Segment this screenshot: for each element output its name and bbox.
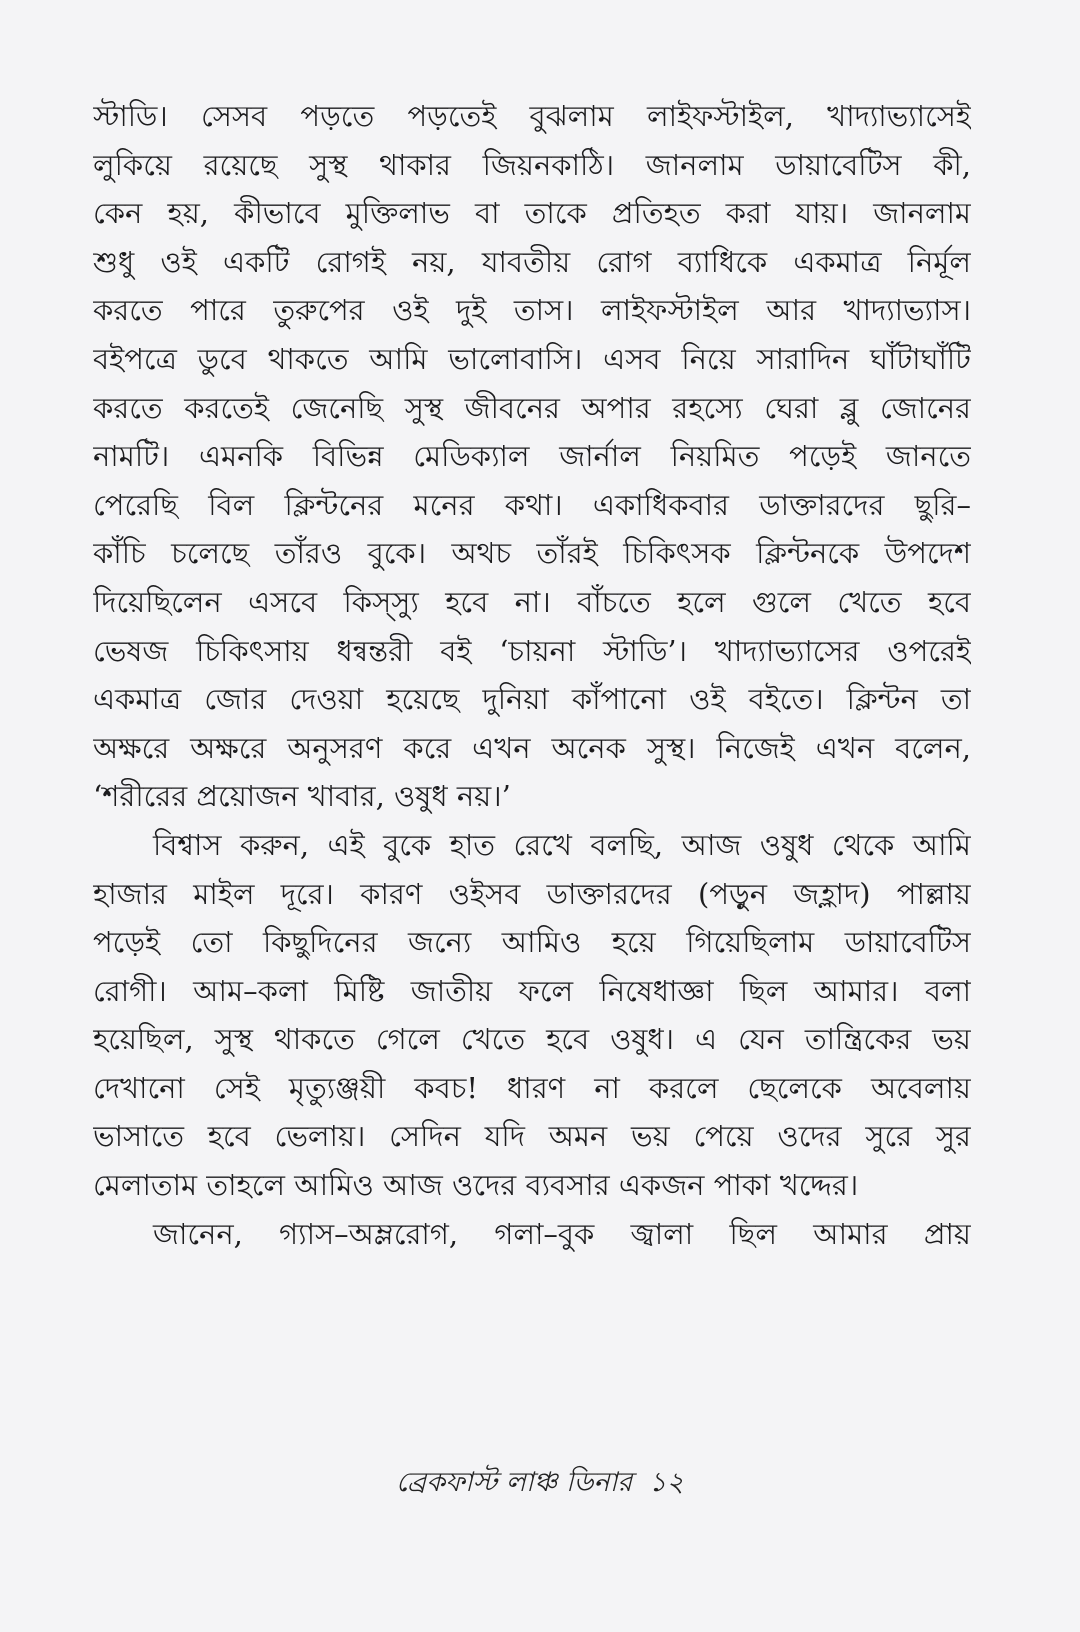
text-line: দিয়েছিলেন এসবে কিস্স্যু হবে না। বাঁচতে হলে গুলে খেতে হবে [93, 584, 971, 619]
text-line: মেলাতাম তাহলে আমিও আজ ওদের ব্যবসার একজন পাকা খদ্দের। [93, 1168, 859, 1203]
text-line: বইপত্রে ডুবে থাকতে আমি ভালোবাসি। এসব নিয়ে সারাদিন ঘাঁটাঘাঁটি [93, 341, 971, 376]
text-line: রোগী। আম–কলা মিষ্টি জাতীয় ফলে নিষেধাজ্ঞা ছিল আমার। বলা [93, 973, 971, 1008]
text-line: পেরেছি বিল ক্লিন্টনের মনের কথা। একাধিকবার ডাক্তারদের ছুরি– [93, 487, 971, 522]
text-line: কেন হয়, কীভাবে মুক্তিলাভ বা তাকে প্রতিহত করা যায়। জানলাম [93, 196, 971, 231]
paragraph [93, 92, 971, 821]
text-line: ভেষজ চিকিৎসায় ধন্বন্তরী বই ‘চায়না স্টাডি’। খাদ্যাভ্যাসের ওপরেই [93, 633, 971, 668]
text-line: একমাত্র জোর দেওয়া হয়েছে দুনিয়া কাঁপানো ওই বইতে। ক্লিন্টন তা [93, 682, 971, 717]
text-line: হাজার মাইল দূরে। কারণ ওইসব ডাক্তারদের (পড়ুন জহ্লাদ) পাল্লায় [93, 876, 971, 911]
text-line: দেখানো সেই মৃত্যুঞ্জয়ী কবচ! ধারণ না করলে ছেলেকে অবেলায় [93, 1070, 971, 1105]
paragraph [93, 821, 971, 1210]
text-line: স্টাডি। সেসব পড়তে পড়তেই বুঝলাম লাইফস্টাইল, খাদ্যাভ্যাসেই [93, 99, 971, 133]
text-line: ভাসাতে হবে ভেলায়। সেদিন যদি অমন ভয় পেয়ে ওদের সুরে সুর [93, 1119, 971, 1154]
text-line: বিশ্বাস করুন, এই বুকে হাত রেখে বলছি, আজ ওষুধ থেকে আমি [153, 827, 971, 862]
text-line: লুকিয়ে রয়েছে সুস্থ থাকার জিয়নকাঠি। জানলাম ডায়াবেটিস কী, [93, 147, 971, 182]
text-line: হয়েছিল, সুস্থ থাকতে গেলে খেতে হবে ওষুধ। এ যেন তান্ত্রিকের ভয় [93, 1022, 971, 1057]
text-line: জানেন, গ্যাস–অম্লরোগ, গলা–বুক জ্বালা ছিল আমার প্রায় [153, 1216, 971, 1251]
text-line: কাঁচি চলেছে তাঁরও বুকে। অথচ তাঁরই চিকিৎসক ক্লিন্টনকে উপদেশ [93, 536, 971, 571]
running-title: ব্রেকফাস্ট লাঞ্চ ডিনার [396, 1467, 633, 1498]
text-line: অক্ষরে অক্ষরে অনুসরণ করে এখন অনেক সুস্থ। নিজেই এখন বলেন, [93, 730, 971, 765]
page-footer [0, 1462, 1080, 1507]
text-line: নামটি। এমনকি বিভিন্ন মেডিক্যাল জার্নাল নিয়মিত পড়েই জানতে [93, 439, 971, 474]
body-text [93, 92, 971, 1258]
text-line: পড়েই তো কিছুদিনের জন্যে আমিও হয়ে গিয়েছিলাম ডায়াবেটিস [93, 925, 971, 960]
text-line: করতে পারে তুরুপের ওই দুই তাস। লাইফস্টাইল আর খাদ্যাভ্যাস। [93, 293, 971, 328]
text-line: শুধু ওই একটি রোগই নয়, যাবতীয় রোগ ব্যাধিকে একমাত্র নির্মূল [93, 244, 971, 279]
paragraph [93, 1210, 971, 1259]
page-number: ১২ [648, 1467, 684, 1498]
text-line: ‘শরীরের প্রয়োজন খাবার, ওষুধ নয়।’ [93, 779, 511, 814]
text-line: করতে করতেই জেনেছি সুস্থ জীবনের অপার রহস্যে ঘেরা ব্লু জোনের [93, 390, 971, 425]
